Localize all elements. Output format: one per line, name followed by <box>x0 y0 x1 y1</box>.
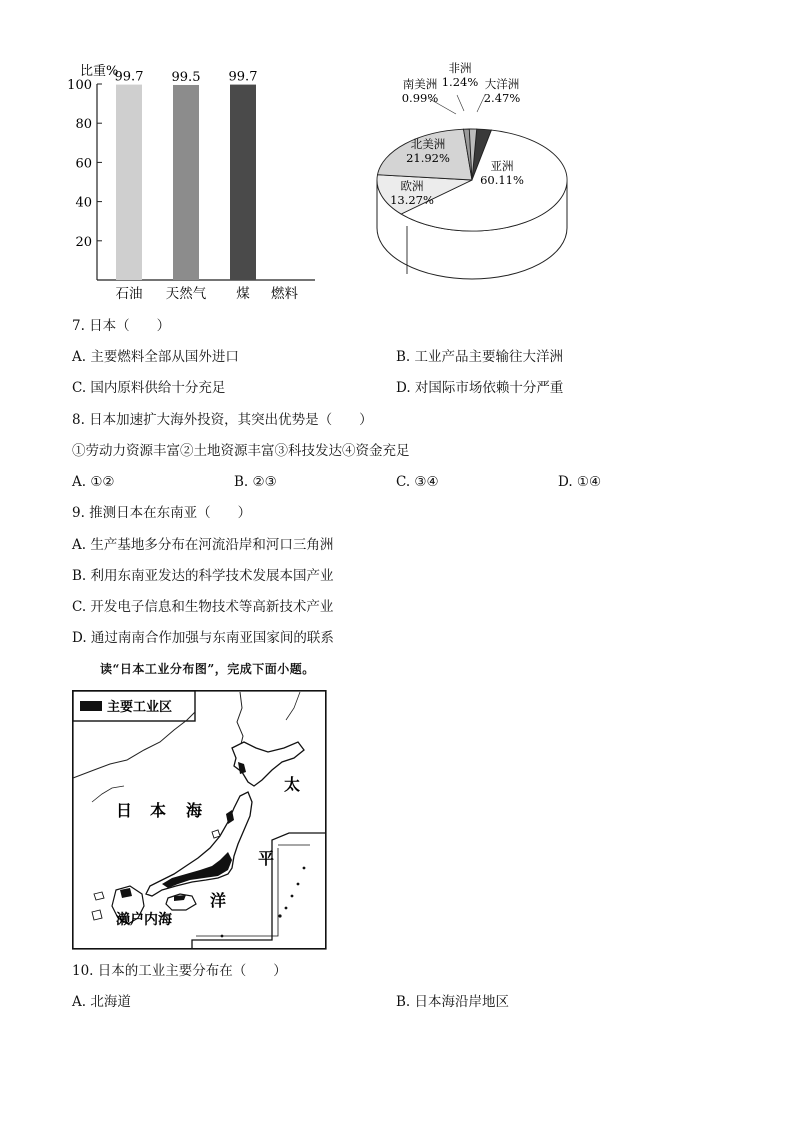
seto-inland-sea-label: 濑户内海 <box>116 912 172 928</box>
question-8-stem: 8. 日本加速扩大海外投资，其突出优势是（ ） <box>72 412 373 428</box>
japan-industry-map <box>72 690 327 952</box>
fuel-import-bar-chart <box>60 58 320 308</box>
pie-value-label: 2.47% <box>483 91 521 105</box>
bar-category-label: 石油 <box>115 286 143 302</box>
leader-line-africa <box>457 95 464 111</box>
question-10-stem: 10. 日本的工业主要分布在（ ） <box>72 963 287 979</box>
pie-value-label: 1.24% <box>441 75 479 89</box>
bar-y-tick-label: 20 <box>75 234 92 250</box>
legend-industrial-swatch <box>80 701 102 711</box>
q8-option-c[interactable]: C. ③④ <box>396 474 439 490</box>
q10-option-b[interactable]: B. 日本海沿岸地区 <box>396 994 510 1010</box>
small-island <box>94 892 104 900</box>
legend-label: 主要工业区 <box>107 700 173 715</box>
q10-option-a[interactable]: A. 北海道 <box>72 994 131 1010</box>
bar-y-tick-label: 40 <box>75 195 92 211</box>
q9-option-d[interactable]: D. 通过南南合作加强与东南亚国家间的联系 <box>72 630 334 646</box>
question-9-stem: 9. 推测日本在东南亚（ ） <box>72 505 252 521</box>
pie-value-label: 13.27% <box>390 193 434 207</box>
sado-island <box>212 830 220 838</box>
q8-option-d[interactable]: D. ①④ <box>558 474 602 490</box>
ryukyu-island-dot <box>285 907 288 910</box>
pie-label: 大洋洲 <box>484 77 520 91</box>
pacific-label-2: 平 <box>258 849 275 868</box>
question-8-items: ①劳动力资源丰富②土地资源丰富③科技发达④资金充足 <box>72 443 410 459</box>
trade-partner-pie-chart <box>360 58 600 293</box>
ryukyu-island-dot <box>278 914 281 917</box>
ryukyu-island-dot <box>291 895 294 898</box>
sea-of-japan-label-3: 海 <box>186 801 203 820</box>
leader-line-south-america <box>428 98 456 114</box>
bar-category-label: 天然气 <box>165 286 207 302</box>
sea-of-japan-label-1: 日 <box>116 801 133 820</box>
q8-option-b[interactable]: B. ②③ <box>234 474 277 490</box>
pie-label: 亚洲 <box>490 159 514 173</box>
bar-value-label: 99.7 <box>114 69 144 85</box>
q9-option-b[interactable]: B. 利用东南亚发达的科学技术发展本国产业 <box>72 568 334 584</box>
q7-option-c[interactable]: C. 国内原料供给十分充足 <box>72 380 226 396</box>
small-island <box>92 910 102 920</box>
bar-2 <box>173 85 199 280</box>
bar-y-tick-label: 100 <box>67 78 92 93</box>
q7-option-b[interactable]: B. 工业产品主要输往大洋洲 <box>396 349 564 365</box>
q8-option-a[interactable]: A. ①② <box>72 474 115 490</box>
pie-label: 非洲 <box>448 61 472 75</box>
sea-of-japan-label-2: 本 <box>150 801 167 820</box>
bar-category-label: 煤 <box>236 286 250 302</box>
bar-3 <box>230 85 256 280</box>
bar-y-axis-label: 比重% <box>80 64 119 79</box>
map-intro-text: 读“日本工业分布图”，完成下面小题。 <box>100 662 315 676</box>
pie-label: 北美洲 <box>410 137 446 151</box>
island-dot <box>221 935 224 938</box>
q7-option-a[interactable]: A. 主要燃料全部从国外进口 <box>72 349 239 365</box>
bar-value-label: 99.5 <box>171 69 201 85</box>
pie-value-label: 0.99% <box>401 91 439 105</box>
ryukyu-island-dot <box>297 883 300 886</box>
ryukyu-island-dot <box>303 867 306 870</box>
pie-value-label: 60.11% <box>480 173 524 187</box>
q9-option-c[interactable]: C. 开发电子信息和生物技术等高新技术产业 <box>72 599 334 615</box>
bar-value-label: 99.7 <box>228 69 258 85</box>
pie-label: 欧洲 <box>400 179 424 193</box>
bar-y-tick-label: 60 <box>75 156 92 172</box>
pacific-label-1: 太 <box>284 775 301 794</box>
pie-value-label: 21.92% <box>406 151 450 165</box>
q7-option-d[interactable]: D. 对国际市场依赖十分严重 <box>396 380 564 396</box>
pacific-label-3: 洋 <box>210 891 227 910</box>
bar-x-axis-label: 燃料 <box>271 286 298 302</box>
pie-label: 南美洲 <box>402 77 438 91</box>
q9-option-a[interactable]: A. 生产基地多分布在河流沿岸和河口三角洲 <box>72 537 334 553</box>
bar-y-tick-label: 80 <box>75 117 92 133</box>
question-7-stem: 7. 日本（ ） <box>72 318 171 334</box>
bar-1 <box>116 85 142 280</box>
